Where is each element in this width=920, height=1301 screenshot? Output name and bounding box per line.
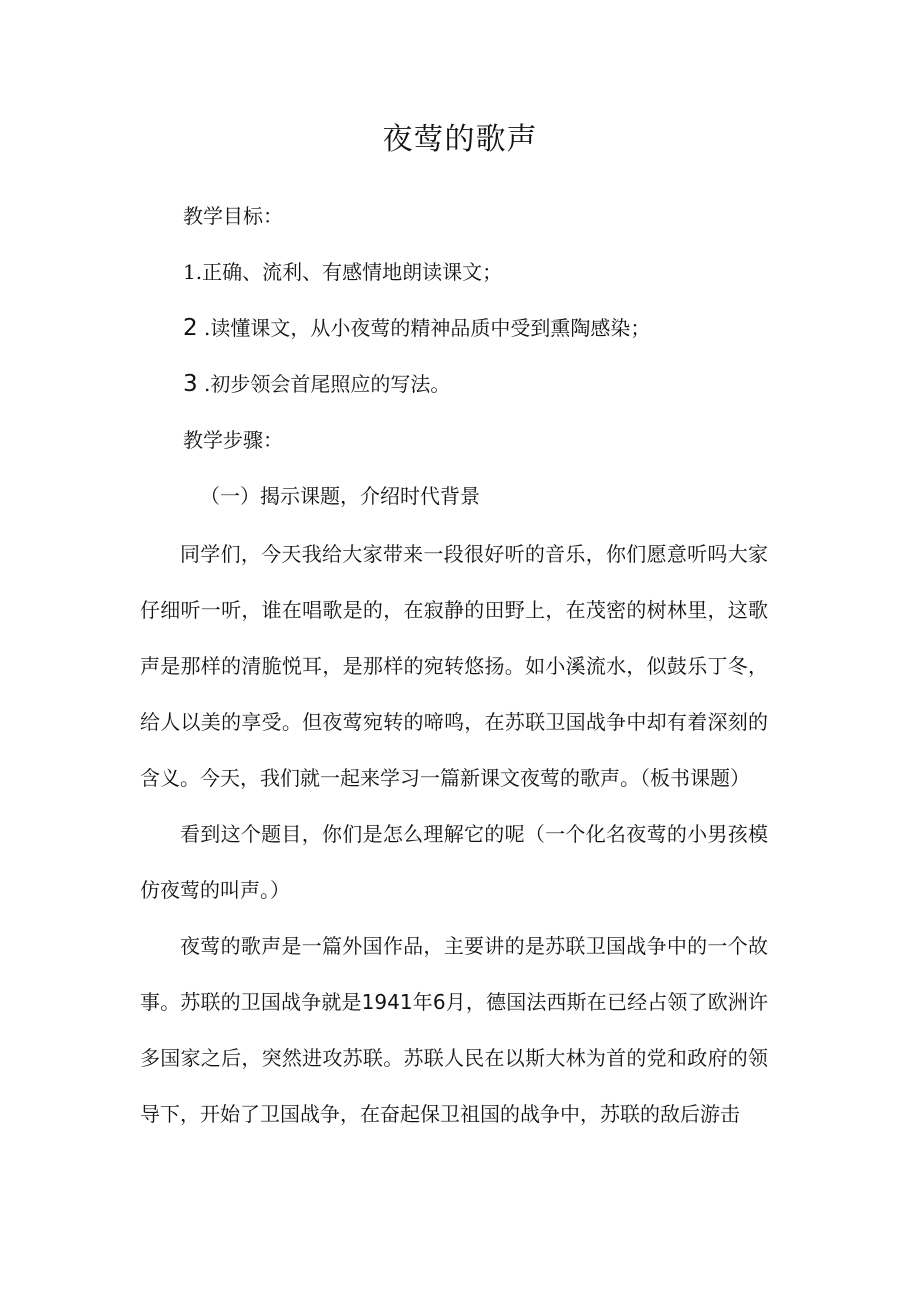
objective-number-2: 2 <box>183 315 198 341</box>
paragraph-3-part-3: 月，德国法西斯在已经占领了欧洲许多国家之后，突然进攻苏联。苏联人民在以斯大林为首的党和政府的领导下，开始了卫国战争，在奋起保卫祖国的战争中，苏联的敌后游击 <box>140 990 769 1126</box>
objective-text-1: 正确、流利、有感情地朗读课文； <box>202 260 503 284</box>
paragraph-1: 同学们，今天我给大家带来一段很好听的音乐，你们愿意听吗大家仔细听一听，谁在唱歌是的，在寂静的田野上，在茂密的树林里，这歌声是那样的清脆悦耳，是那样的宛转悠扬。如小溪流水，似鼓乐丁冬，给人以美的享受。但夜莺宛转的啼鸣，在苏联卫国战争中却有着深刻的含义。今天，我们就一起来学习一篇新课文夜莺的歌声。（板书课题） <box>140 542 768 790</box>
document-title: 夜莺的歌声 <box>382 122 538 157</box>
paragraph-3 <box>140 918 768 1142</box>
objective-text-3: .初步领会首尾照应的写法。 <box>204 372 451 396</box>
objective-item-3 <box>183 370 450 398</box>
objectives-heading: 教学目标： <box>183 204 283 228</box>
paragraph-3-part-1: 夜莺的歌声是一篇外国作品，主要讲的是苏联卫国战争中的一个故事。苏联的卫国战争就是 <box>140 934 768 1014</box>
section-one-heading: （一）揭示课题，介绍时代背景 <box>200 484 480 508</box>
paragraph-3-month: 6 <box>432 990 446 1014</box>
objective-item-1 <box>183 258 502 286</box>
objective-number-3: 3 <box>183 371 198 397</box>
steps-heading: 教学步骤： <box>183 428 283 452</box>
paragraph-3-year: 1941 <box>361 990 413 1014</box>
paragraph-3-part-2: 年 <box>412 990 433 1014</box>
objective-text-2: .读懂课文，从小夜莺的精神品质中受到熏陶感染； <box>204 316 651 340</box>
paragraph-2: 看到这个题目，你们是怎么理解它的呢（一个化名夜莺的小男孩模仿夜莺的叫声。） <box>140 822 768 902</box>
objective-number-1: 1. <box>183 260 203 284</box>
objective-item-2 <box>183 314 650 342</box>
